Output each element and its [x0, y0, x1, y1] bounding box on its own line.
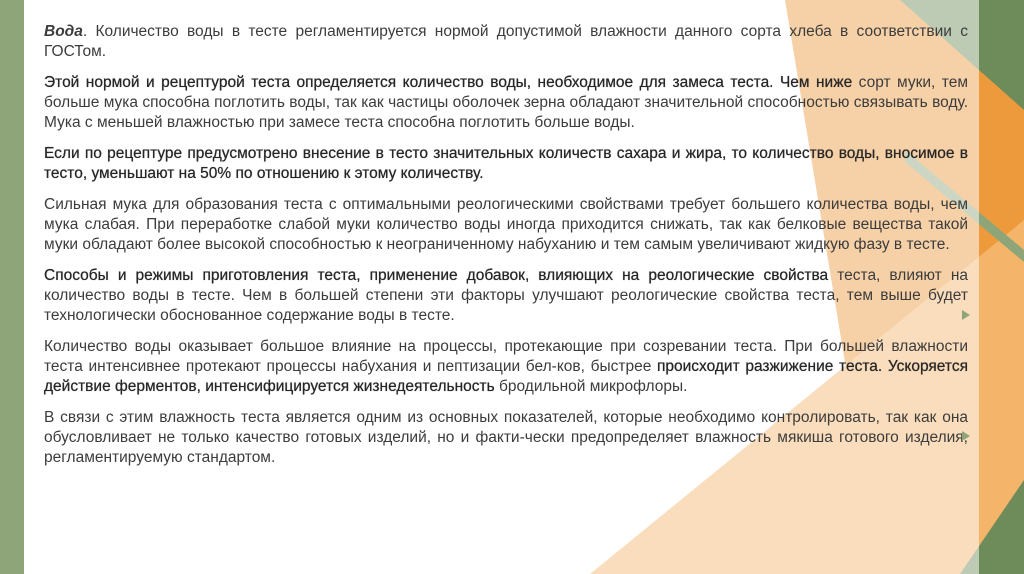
paragraph-bold-phrase: происходит разжижение теста. Ускоряется действие ферментов, интенсифицируется жизнедеятельность — [44, 358, 968, 395]
paragraph-text: бродильной микрофлоры. — [494, 378, 688, 395]
paragraph-methods — [44, 266, 968, 326]
paragraph-text: Количество воды оказывает большое влияние на процессы, протекающие при созревании теста. При большей влажности теста интенсивнее протекают процессы набухания и пептизации бел-ков, быстрее — [44, 338, 968, 375]
paragraph-text: В связи с этим влажность теста является одним из основных показателей, которые необходимо контролировать, так как она обусловливает не только качество готовых изделий, но и факти-чески предопределяет влажность мякиша готового изделия, регламентируемую стандартом. — [44, 409, 968, 466]
term-water: Вода — [44, 23, 83, 40]
paragraph-text: сорт муки, тем больше мука способна поглотить воды, так как частицы оболочек зерна обладают значительной способностью связывать воду. Мука с меньшей влажностью при замесе теста способна поглотить больше воды. — [44, 74, 968, 131]
paragraph-text: по отношению к этому количеству. — [231, 165, 484, 182]
paragraph-fermentation — [44, 337, 968, 397]
paragraph-lead: Если по рецептуре предусмотрено внесение в тесто значительных количеств сахара и жира, то количество — [44, 145, 834, 162]
slide-body — [44, 22, 968, 479]
paragraph-water-norm — [44, 22, 968, 62]
paragraph-bold-phrase: воды, вносимое в тесто, уменьшают на 50% — [44, 145, 968, 182]
paragraph-text: теста, влияют на количество воды в тесте. Чем в большей степени эти факторы улучшают реологические свойства теста, тем выше будет технологически обоснованное содержание воды в тесте. — [44, 267, 968, 324]
paragraph-text: Сильная мука для образования теста с оптимальными реологическими свойствами требует большего количества воды, чем мука слабая. При переработке слабой муки количество воды иногда приходится снижать, так как белковые вещества такой муки обладают более высокой способностью к неограниченному набуханию и тем самым увеличивают жидкую фазу в тесте. — [44, 196, 968, 253]
paragraph-lead: Этой нормой и рецептурой теста определяется количество воды, необходимое для замеса теста. Чем ниже — [44, 74, 853, 91]
paragraph-lead: Способы и режимы приготовления теста, применение добавок, влияющих на реологические свойства — [44, 267, 829, 284]
paragraph-strong-flour — [44, 195, 968, 255]
paragraph-text: . Количество воды в тесте регламентируется нормой допустимой влажности данного сорта хлеба в соответствии с ГОСТом. — [44, 23, 968, 60]
paragraph-conclusion — [44, 408, 968, 468]
triangle-bullet-icon — [962, 431, 970, 441]
paragraph-sugar-fat — [44, 144, 968, 184]
left-green-strip — [0, 0, 24, 574]
paragraph-recipe — [44, 73, 968, 133]
triangle-bullet-icon — [962, 310, 970, 320]
